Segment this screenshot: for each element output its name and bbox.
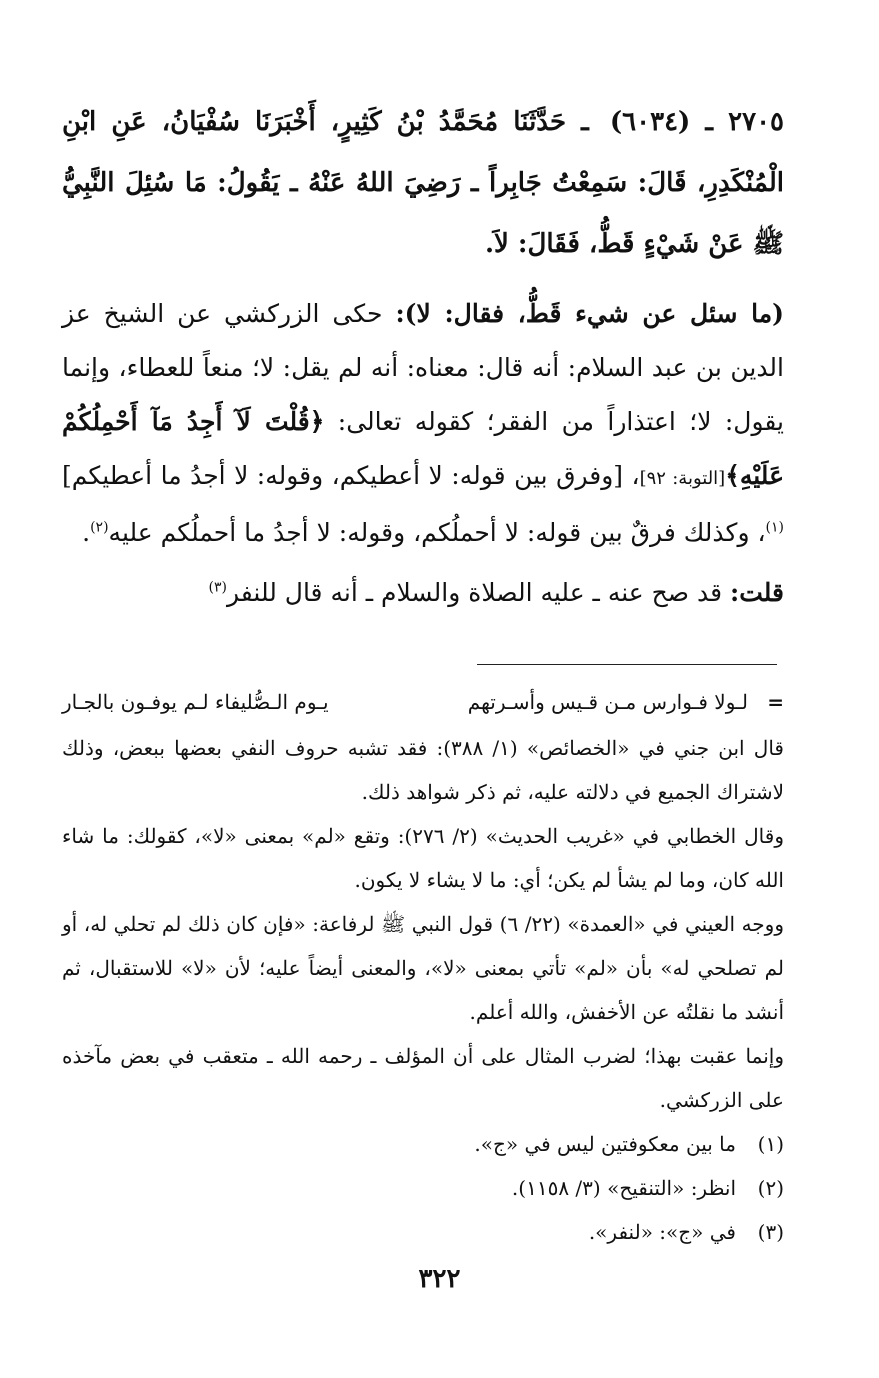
footnote-ref-3[interactable]: (٣) xyxy=(208,579,227,596)
main-text xyxy=(62,92,784,620)
qult-label: قلت: xyxy=(729,578,784,607)
footnote-paragraph-1: قال ابن جني في «الخصائص» (١/ ٣٨٨): فقد تشبه حروف النفي بعضها ببعض، وذلك لاشتراك الجميع في دلالته عليه، ثم ذكر شواهد ذلك. xyxy=(62,736,784,804)
footnote-number: (٢) xyxy=(757,1176,784,1200)
poem-line xyxy=(62,680,784,726)
commentary-text-3: ، وكذلك فرقٌ بين قوله: لا أحملُكم، وقوله: لا أجدُ ما أحملُكم عليه xyxy=(108,518,766,547)
continuation-mark: = xyxy=(767,690,784,714)
commentary-text-2: ، [وفرق بين قوله: لا أعطيكم، وقوله: لا أجدُ ما أعطيكم] xyxy=(62,461,640,490)
footnote-ref-2[interactable]: (٢) xyxy=(90,519,109,536)
poem-hemistich-1: لـولا فـوارس مـن قـيس وأسـرتهم xyxy=(467,690,748,714)
footnote-item-1 xyxy=(62,1122,784,1166)
footnote-number: (٣) xyxy=(757,1220,784,1244)
commentary-text-4: . xyxy=(82,518,91,547)
hadith-text: ـ حَدَّثَنَا مُحَمَّدُ بْنُ كَثِيرٍ، أَخْبَرَنَا سُفْيَانُ، عَنِ ابْنِ الْمُنْكَدِرِ، قَالَ: سَمِعْتُ جَابِراً ـ رَضِيَ اللهُ عَنْهُ ـ يَقُولُ: مَا سُئِلَ النَّبِيُّ ﷺ عَنْ شَيْءٍ قَطُّ، فَقَالَ: لاَ. xyxy=(62,107,784,259)
quran-reference: [التوبة: ٩٢] xyxy=(639,468,726,489)
qult-text: قد صح عنه ـ عليه الصلاة والسلام ـ أنه قال للنفر xyxy=(226,578,723,607)
commentary-paragraph xyxy=(62,287,784,560)
footnote-item-2 xyxy=(62,1166,784,1210)
footnote-item-3 xyxy=(62,1210,784,1254)
qult-paragraph xyxy=(62,566,784,620)
page-number: ٣٢٢ xyxy=(418,1264,461,1294)
footnote-ref-1[interactable]: (١) xyxy=(765,519,784,536)
footnote-paragraph-3: ووجه العيني في «العمدة» (٢٢/ ٦) قول النبي ﷺ لرفاعة: «فإن كان ذلك لم تحلي له، أو لم تصلحي له» بأن «لم» تأتي بمعنى «لا»، والمعنى أيضاً عليه؛ لأن «لا» للاستقبال، ثم أنشد ما نقلتُه عن الأخفش، والله أعلم. xyxy=(62,912,784,1024)
commentary-heading: (ما سئل عن شيء قَطُّ، فقال: لا): xyxy=(395,299,784,328)
footnote-text: انظر: «التنقيح» (٣/ ١١٥٨). xyxy=(511,1176,736,1200)
hadith-paragraph xyxy=(62,92,784,275)
quran-verse: ﴿قُلْتَ لَآ أَجِدُ مَآ أَحْمِلُكُمْ عَلَيْهِ﴾ xyxy=(62,407,784,490)
footnote-divider xyxy=(477,664,777,665)
footnotes-section xyxy=(62,680,784,1254)
poem-hemistich-2: يـوم الـصُّليفاء لـم يوفـون بالجـار xyxy=(62,690,329,714)
footnote-text: ما بين معكوفتين ليس في «ج». xyxy=(474,1132,736,1156)
footnote-paragraph-4: وإنما عقبت بهذا؛ لضرب المثال على أن المؤلف ـ رحمه الله ـ متعقب في بعض مآخذه على الزركشي. xyxy=(62,1044,784,1112)
footnote-text: في «ج»: «لنفر». xyxy=(588,1220,736,1244)
footnote-paragraph-2: وقال الخطابي في «غريب الحديث» (٢/ ٢٧٦): وتقع «لم» بمعنى «لا»، كقولك: ما شاء الله كان، وما لم يشأ لم يكن؛ أي: ما لا يشاء لا يكون. xyxy=(62,824,784,892)
footnote-number: (١) xyxy=(757,1132,784,1156)
hadith-number: ٢٧٠٥ ـ (٦٠٣٤) xyxy=(609,107,785,137)
commentary-text-1: حكى الزركشي عن الشيخ عز الدين بن عبد السلام: أنه قال: معناه: أنه لم يقل: لا؛ منعاً للعطاء، وإنما يقول: لا؛ اعتذاراً من الفقر؛ كقوله تعالى: xyxy=(62,299,784,436)
